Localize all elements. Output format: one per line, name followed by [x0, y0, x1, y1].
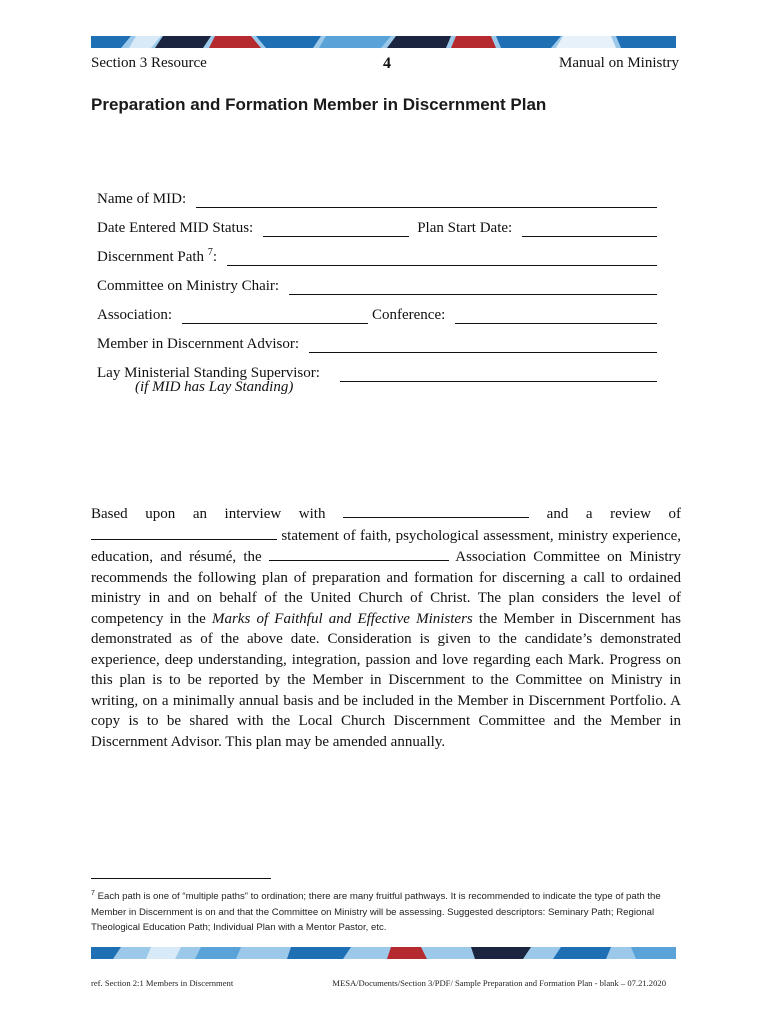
plan-paragraph — [91, 503, 681, 752]
advisor-row — [97, 333, 657, 353]
date-entered-label: Date Entered MID Status: — [97, 220, 254, 236]
association-blank[interactable] — [269, 546, 449, 561]
footer-decorative-band — [91, 947, 676, 959]
association-label: Association: — [97, 307, 172, 323]
discernment-path-colon: : — [212, 249, 217, 265]
band-graphic — [91, 36, 676, 48]
para-part-4: Association Committee on Ministry recommends the following plan of preparation and formation for discerning a call to ordained ministry in and on behalf of the United Church of Christ. The plan considers the level of competency in the — [91, 549, 682, 627]
name-label: Name of MID: — [97, 191, 187, 207]
conference-field[interactable] — [455, 308, 657, 324]
band-graphic-bottom — [91, 947, 676, 959]
para-part-2: and a review of — [546, 506, 682, 522]
committee-chair-label: Committee on Ministry Chair: — [97, 278, 280, 294]
footer-path: MESA/Documents/Section 3/PDF/ Sample Preparation and Formation Plan - blank – 07.21.2020 — [332, 978, 666, 988]
dates-row — [97, 217, 657, 237]
header-section: Section 3 Resource — [91, 55, 207, 71]
committee-chair-field[interactable] — [289, 279, 657, 295]
name-row — [97, 188, 657, 208]
committee-chair-row — [97, 275, 657, 295]
para-part-3: statement of faith, psychological assessment, ministry experience, education, and résumé, the — [91, 527, 682, 565]
discernment-path-row — [97, 246, 657, 266]
para-part-1: Based upon an interview with — [91, 506, 326, 522]
association-field[interactable] — [182, 308, 368, 324]
date-entered-field[interactable] — [263, 221, 409, 237]
para-part-5: the Member in Discernment has demonstrated as of the above date. Consideration is given to the candidate’s demonstrated experience, deep understanding, integration, passion and love regarding each Mark. Progress on this plan is to be reported by the Member in Discernment to the Committee on Ministry in writing, on a minimally annual basis and be included in the Member in Discernment Portfolio. A copy is to be shared with the Local Church Discernment Committee and the Member in Discernment Advisor. This plan may be amended annually. — [91, 610, 682, 750]
footer-reference: ref. Section 2:1 Members in Discernment — [91, 978, 234, 988]
interviewer-blank[interactable] — [343, 503, 529, 518]
association-row — [97, 304, 657, 324]
advisor-field[interactable] — [309, 337, 657, 353]
footnote-text: Each path is one of “multiple paths” to ordination; there are many fruitful pathways. It is recommended to indicate the type of path the Member in Discernment is on and that the Committee on Ministry will be assessing. Suggested descriptors: Seminary Path; Regional Theological Education Path; Individual Plan with a Mentor Pastor, etc. — [91, 891, 661, 934]
footnote — [91, 886, 681, 936]
conference-label: Conference: — [372, 307, 446, 323]
plan-start-label: Plan Start Date: — [417, 220, 513, 236]
footnote-divider — [91, 878, 271, 879]
advisor-label: Member in Discernment Advisor: — [97, 336, 300, 352]
plan-start-field[interactable] — [522, 221, 657, 237]
header-manual: Manual on Ministry — [559, 55, 679, 71]
footnote-number: 7 — [91, 890, 95, 897]
discernment-path-field[interactable] — [227, 250, 657, 266]
page-number: 4 — [383, 55, 391, 72]
review-blank[interactable] — [91, 525, 277, 540]
discernment-path-label — [97, 247, 217, 266]
name-field[interactable] — [196, 192, 657, 208]
discernment-path-text: Discernment Path — [97, 249, 205, 265]
lay-supervisor-note: (if MID has Lay Standing) — [135, 379, 294, 395]
mid-form — [97, 188, 657, 408]
page-title: Preparation and Formation Member in Discernment Plan — [91, 95, 547, 114]
header-decorative-band — [91, 36, 676, 48]
footnote-ref: 7 — [207, 247, 213, 258]
marks-title: Marks of Faithful and Effective Ministers — [211, 610, 473, 627]
lay-supervisor-label: Lay Ministerial Standing Supervisor: — [97, 365, 320, 381]
